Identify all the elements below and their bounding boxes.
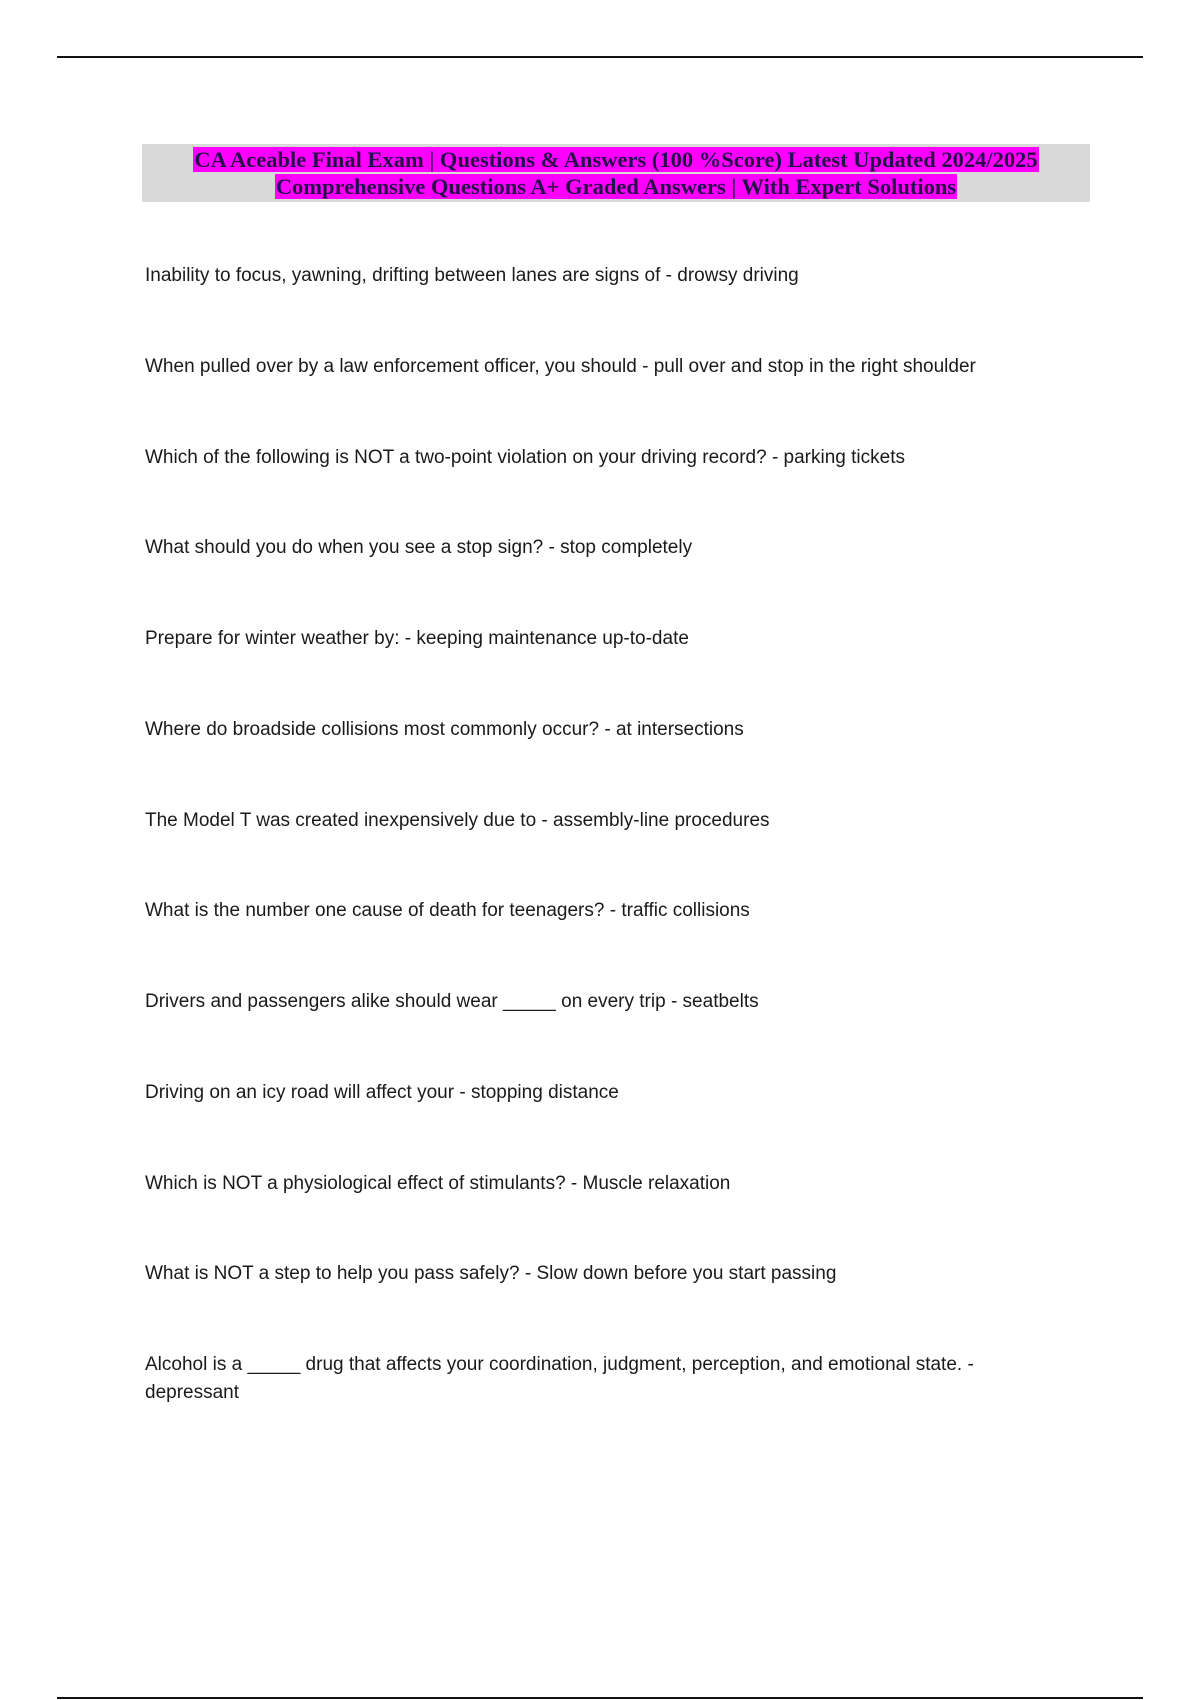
top-rule [57, 56, 1143, 58]
qa-item-1: Inability to focus, yawning, drifting between lanes are signs of - drowsy driving [145, 265, 799, 286]
qa-item-12: What is NOT a step to help you pass safely? - Slow down before you start passing [145, 1263, 837, 1284]
qa-item-8: What is the number one cause of death for teenagers? - traffic collisions [145, 900, 750, 921]
document-title [142, 144, 1090, 202]
title-line-2: Comprehensive Questions A+ Graded Answers | With Expert Solutions [275, 174, 957, 199]
qa-item-9: Drivers and passengers alike should wear _____ on every trip - seatbelts [145, 991, 759, 1012]
qa-item-10: Driving on an icy road will affect your - stopping distance [145, 1082, 619, 1103]
qa-item-11: Which is NOT a physiological effect of stimulants? - Muscle relaxation [145, 1173, 731, 1194]
qa-item-6: Where do broadside collisions most commonly occur? - at intersections [145, 719, 744, 740]
qa-item-4: What should you do when you see a stop sign? - stop completely [145, 537, 693, 558]
qa-item-2: When pulled over by a law enforcement officer, you should - pull over and stop in the right shoulder [145, 356, 976, 377]
qa-item-3: Which of the following is NOT a two-point violation on your driving record? - parking tickets [145, 447, 905, 468]
qa-item-7: The Model T was created inexpensively due to - assembly-line procedures [145, 810, 770, 831]
bottom-rule [57, 1697, 1143, 1699]
title-line-1: CA Aceable Final Exam | Questions & Answers (100 %Score) Latest Updated 2024/2025 [194, 147, 1038, 172]
qa-item-13: Alcohol is a _____ drug that affects your coordination, judgment, perception, and emotional state. - depressant [145, 1354, 974, 1403]
qa-item-5: Prepare for winter weather by: - keeping maintenance up-to-date [145, 628, 689, 649]
